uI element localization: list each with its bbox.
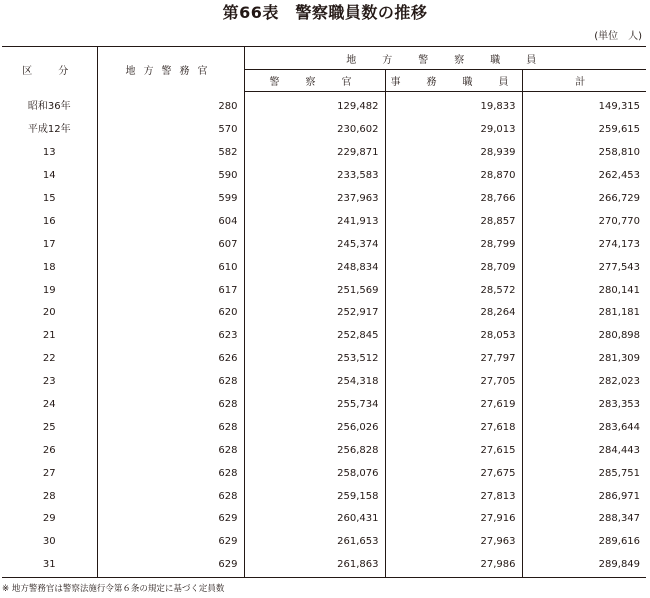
police-officers-cell: 256,828 (244, 439, 385, 462)
police-officers-cell: 245,374 (244, 233, 385, 256)
police-officers-cell: 256,026 (244, 416, 385, 439)
police-officers-cell: 252,917 (244, 302, 385, 325)
total-cell: 280,141 (522, 279, 646, 302)
table-row (2, 554, 646, 577)
local-superintendent-cell: 629 (97, 508, 244, 531)
administrative-staff-cell: 27,797 (385, 348, 522, 371)
police-officers-cell: 241,913 (244, 210, 385, 233)
administrative-staff-cell: 27,618 (385, 416, 522, 439)
year-cell: 21 (42, 330, 56, 342)
police-officers-cell: 255,734 (244, 394, 385, 417)
police-officers-cell: 129,482 (244, 92, 385, 119)
table-row (2, 279, 646, 302)
police-officers-cell: 251,569 (244, 279, 385, 302)
local-superintendent-cell: 628 (97, 394, 244, 417)
police-officers-cell: 258,076 (244, 462, 385, 485)
table-row (2, 119, 646, 142)
total-cell: 262,453 (522, 165, 646, 188)
police-officers-cell: 233,583 (244, 165, 385, 188)
police-officers-cell: 229,871 (244, 142, 385, 165)
table-row (2, 508, 646, 531)
administrative-staff-cell: 27,619 (385, 394, 522, 417)
local-superintendent-cell: 628 (97, 485, 244, 508)
year-cell: 平成12年 (27, 124, 71, 136)
table-row (2, 165, 646, 188)
total-cell: 259,615 (522, 119, 646, 142)
police-officers-cell: 254,318 (244, 371, 385, 394)
year-cell: 28 (42, 490, 56, 502)
administrative-staff-cell: 27,986 (385, 554, 522, 577)
total-cell: 270,770 (522, 210, 646, 233)
administrative-staff-cell: 28,799 (385, 233, 522, 256)
administrative-staff-cell: 28,939 (385, 142, 522, 165)
year-cell: 14 (42, 170, 56, 182)
total-cell: 283,644 (522, 416, 646, 439)
table-row (2, 485, 646, 508)
police-officers-cell: 230,602 (244, 119, 385, 142)
year-cell: 30 (42, 536, 56, 548)
header-total: 計 (522, 70, 646, 92)
unit-label: (単位 人) (594, 31, 642, 42)
year-cell: 23 (42, 376, 56, 388)
header-local-superintendent: 地方警務官 (97, 47, 244, 92)
table-row (2, 348, 646, 371)
administrative-staff-cell: 28,053 (385, 325, 522, 348)
year-cell: 16 (42, 215, 56, 227)
police-officers-cell: 253,512 (244, 348, 385, 371)
total-cell: 289,616 (522, 531, 646, 554)
local-superintendent-cell: 590 (97, 165, 244, 188)
table-row (2, 462, 646, 485)
police-officers-cell: 248,834 (244, 256, 385, 279)
table-row (2, 416, 646, 439)
local-superintendent-cell: 626 (97, 348, 244, 371)
administrative-staff-cell: 28,766 (385, 188, 522, 211)
table-row (2, 439, 646, 462)
administrative-staff-cell: 28,572 (385, 279, 522, 302)
administrative-staff-cell: 27,675 (385, 462, 522, 485)
local-superintendent-cell: 610 (97, 256, 244, 279)
total-cell: 149,315 (522, 92, 646, 119)
header-police-officers: 警 察 官 (244, 70, 385, 92)
year-cell: 26 (42, 444, 56, 456)
local-superintendent-cell: 599 (97, 188, 244, 211)
total-cell: 281,309 (522, 348, 646, 371)
year-cell: 18 (42, 261, 56, 273)
administrative-staff-cell: 27,705 (385, 371, 522, 394)
police-officers-cell: 261,653 (244, 531, 385, 554)
administrative-staff-cell: 27,615 (385, 439, 522, 462)
total-cell: 281,181 (522, 302, 646, 325)
local-superintendent-cell: 628 (97, 439, 244, 462)
table-row (2, 531, 646, 554)
year-cell: 29 (42, 513, 56, 525)
police-officers-cell: 260,431 (244, 508, 385, 531)
year-cell: 17 (42, 238, 56, 250)
table-row (2, 92, 646, 119)
administrative-staff-cell: 28,709 (385, 256, 522, 279)
administrative-staff-cell: 27,813 (385, 485, 522, 508)
total-cell: 274,173 (522, 233, 646, 256)
year-cell: 20 (42, 307, 56, 319)
table-row (2, 394, 646, 417)
table-row (2, 256, 646, 279)
total-cell: 282,023 (522, 371, 646, 394)
table-body (2, 92, 646, 578)
total-cell: 285,751 (522, 462, 646, 485)
year-cell: 昭和36年 (27, 101, 71, 113)
table-row (2, 188, 646, 211)
police-officers-cell: 237,963 (244, 188, 385, 211)
administrative-staff-cell: 27,963 (385, 531, 522, 554)
administrative-staff-cell: 19,833 (385, 92, 522, 119)
local-superintendent-cell: 582 (97, 142, 244, 165)
local-superintendent-cell: 629 (97, 531, 244, 554)
local-superintendent-cell: 280 (97, 92, 244, 119)
table-row (2, 210, 646, 233)
local-superintendent-cell: 570 (97, 119, 244, 142)
table-row (2, 371, 646, 394)
police-staff-table (2, 46, 646, 578)
total-cell: 277,543 (522, 256, 646, 279)
total-cell: 289,849 (522, 554, 646, 577)
local-superintendent-cell: 607 (97, 233, 244, 256)
header-local-police-staff: 地 方 警 察 職 員 (244, 47, 646, 70)
header-category: 区 分 (22, 65, 77, 77)
local-superintendent-cell: 628 (97, 371, 244, 394)
total-cell: 258,810 (522, 142, 646, 165)
local-superintendent-cell: 623 (97, 325, 244, 348)
year-cell: 31 (42, 559, 56, 571)
table-row (2, 302, 646, 325)
police-officers-cell: 259,158 (244, 485, 385, 508)
total-cell: 288,347 (522, 508, 646, 531)
table-row (2, 325, 646, 348)
year-cell: 27 (42, 467, 56, 479)
total-cell: 280,898 (522, 325, 646, 348)
year-cell: 13 (42, 147, 56, 159)
local-superintendent-cell: 628 (97, 462, 244, 485)
local-superintendent-cell: 617 (97, 279, 244, 302)
total-cell: 284,443 (522, 439, 646, 462)
total-cell: 266,729 (522, 188, 646, 211)
administrative-staff-cell: 27,916 (385, 508, 522, 531)
year-cell: 24 (42, 399, 56, 411)
administrative-staff-cell: 28,857 (385, 210, 522, 233)
total-cell: 286,971 (522, 485, 646, 508)
local-superintendent-cell: 628 (97, 416, 244, 439)
header-administrative-staff: 事 務 職 員 (385, 70, 522, 92)
year-cell: 19 (42, 284, 56, 296)
year-cell: 22 (42, 353, 56, 365)
administrative-staff-cell: 29,013 (385, 119, 522, 142)
year-cell: 15 (42, 193, 56, 204)
local-superintendent-cell: 620 (97, 302, 244, 325)
administrative-staff-cell: 28,870 (385, 165, 522, 188)
administrative-staff-cell: 28,264 (385, 302, 522, 325)
footnote: ※ 地方警務官は警察法施行令第６条の規定に基づく定員数 (2, 584, 225, 594)
local-superintendent-cell: 604 (97, 210, 244, 233)
police-officers-cell: 252,845 (244, 325, 385, 348)
police-officers-cell: 261,863 (244, 554, 385, 577)
year-cell: 25 (42, 421, 56, 433)
local-superintendent-cell: 629 (97, 554, 244, 577)
total-cell: 283,353 (522, 394, 646, 417)
table-title: 第66表 警察職員数の推移 (222, 3, 428, 22)
table-row (2, 142, 646, 165)
table-row (2, 233, 646, 256)
